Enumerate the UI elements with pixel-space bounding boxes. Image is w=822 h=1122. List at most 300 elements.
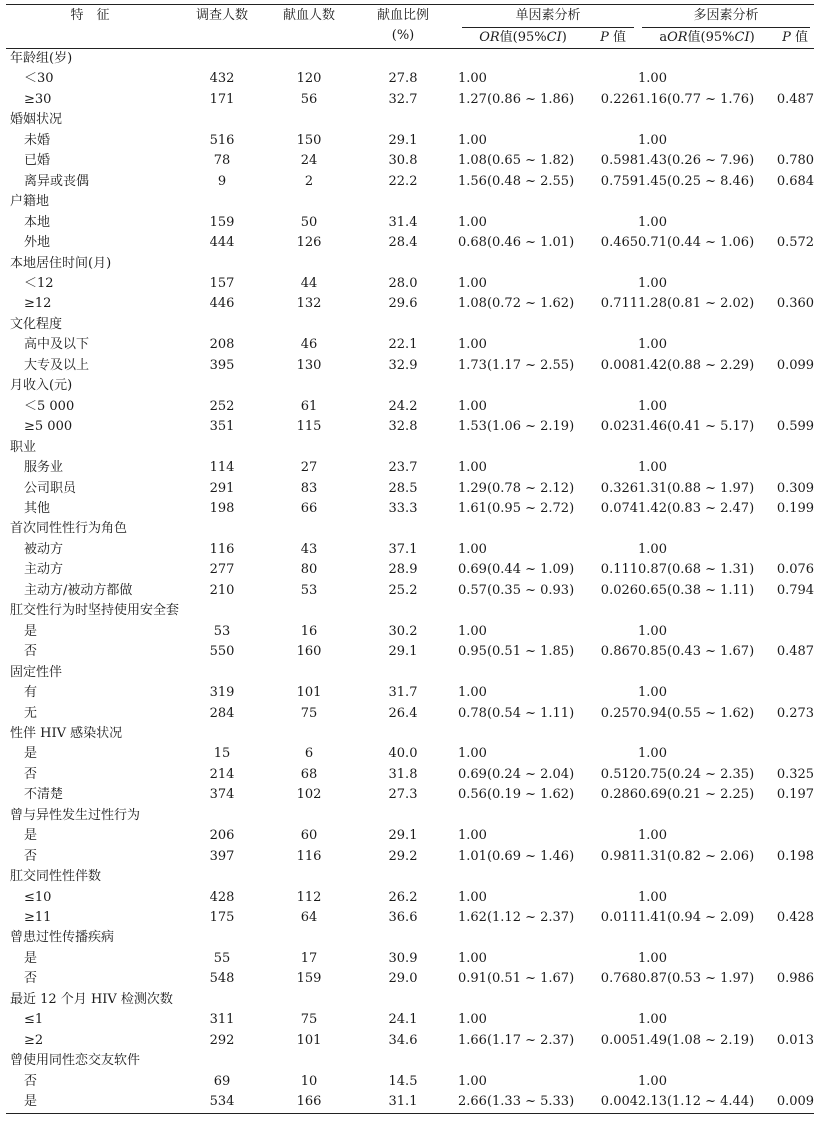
cell-surveyed: 395 <box>209 357 235 373</box>
cell-donated: 101 <box>296 685 322 701</box>
cell-p: 0.326 <box>600 480 639 496</box>
group-label: 肛交性行为时坚持使用安全套 <box>10 603 180 619</box>
cell-aor-ci: 0.69(0.21 ~ 2.25) <box>638 787 755 803</box>
table-row <box>6 1092 814 1113</box>
cell-p <box>588 683 638 703</box>
table-row <box>6 1010 814 1030</box>
cell-p <box>588 540 638 560</box>
cell-ap <box>776 826 814 846</box>
cell-ratio: 29.2 <box>388 848 418 864</box>
cell-aor-ci: 2.13(1.12 ~ 4.44) <box>638 1094 755 1110</box>
cell-ap <box>776 69 814 89</box>
cell-p <box>588 274 638 294</box>
level-label: 大专及以上 <box>24 357 90 373</box>
level-label: ≤1 <box>24 1012 44 1028</box>
cell-surveyed: 252 <box>209 398 235 414</box>
cell-ratio: 22.1 <box>388 337 418 353</box>
cell-ap <box>776 949 814 969</box>
cell-aor-ci: 1.00 <box>638 541 667 557</box>
cell-ratio: 28.0 <box>388 275 418 291</box>
header-ap: P 值 <box>776 28 814 49</box>
cell-p: 0.759 <box>600 173 639 189</box>
table-group-row <box>6 110 814 130</box>
level-label: ≤10 <box>24 889 52 905</box>
level-label: 是 <box>24 828 38 844</box>
cell-or-ci: 1.00 <box>458 71 487 87</box>
level-label: 是 <box>24 950 38 966</box>
level-label: 否 <box>24 1073 38 1089</box>
group-label: 肛交同性性伴数 <box>10 869 102 885</box>
cell-donated: 56 <box>300 91 318 107</box>
table-row <box>6 356 814 376</box>
cell-p <box>588 888 638 908</box>
cell-ap: 0.599 <box>776 419 815 435</box>
cell-or-ci: 1.00 <box>458 541 487 557</box>
cell-ap: 0.009 <box>776 1094 815 1110</box>
level-label: 未婚 <box>24 132 51 148</box>
cell-or-ci: 1.08(0.65 ~ 1.82) <box>458 153 575 169</box>
cell-ap: 0.780 <box>776 153 815 169</box>
cell-or-ci: 1.00 <box>458 950 487 966</box>
cell-ratio: 31.1 <box>388 1094 418 1110</box>
header-surveyed: 调查人数 <box>174 5 270 49</box>
table-group-row <box>6 867 814 887</box>
table-row <box>6 622 814 642</box>
cell-or-ci: 1.00 <box>458 746 487 762</box>
cell-ratio: 32.9 <box>388 357 418 373</box>
cell-or-ci: 0.68(0.46 ~ 1.01) <box>458 235 575 251</box>
cell-or-ci: 1.00 <box>458 132 487 148</box>
table-row <box>6 642 814 662</box>
table-row <box>6 847 814 867</box>
cell-aor-ci: 1.00 <box>638 398 667 414</box>
cell-p <box>588 1010 638 1030</box>
cell-ratio: 32.7 <box>388 91 418 107</box>
cell-aor-ci: 1.00 <box>638 1073 667 1089</box>
cell-aor-ci: 1.42(0.83 ~ 2.47) <box>638 500 755 516</box>
cell-or-ci: 0.91(0.51 ~ 1.67) <box>458 971 575 987</box>
cell-donated: 50 <box>300 214 318 230</box>
cell-ratio: 22.2 <box>388 173 418 189</box>
cell-ap: 0.273 <box>776 705 815 721</box>
cell-aor-ci: 1.00 <box>638 1012 667 1028</box>
cell-or-ci: 1.66(1.17 ~ 2.37) <box>458 1032 575 1048</box>
cell-donated: 44 <box>300 275 318 291</box>
cell-aor-ci: 1.00 <box>638 828 667 844</box>
table-group-row <box>6 49 814 70</box>
table-group-row <box>6 663 814 683</box>
table-group-row <box>6 192 814 212</box>
cell-surveyed: 206 <box>209 828 235 844</box>
cell-ratio: 27.3 <box>388 787 418 803</box>
cell-ap: 0.572 <box>776 235 815 251</box>
cell-ratio: 30.9 <box>388 950 418 966</box>
cell-aor-ci: 1.31(0.82 ~ 2.06) <box>638 848 755 864</box>
level-label: ＜5 000 <box>24 398 75 414</box>
cell-ap: 0.199 <box>776 500 815 516</box>
level-label: 主动方/被动方都做 <box>24 582 133 598</box>
cell-donated: 46 <box>300 337 318 353</box>
cell-aor-ci: 0.85(0.43 ~ 1.67) <box>638 644 755 660</box>
cell-surveyed: 284 <box>209 705 235 721</box>
cell-donated: 101 <box>296 1032 322 1048</box>
table-row <box>6 458 814 478</box>
cell-ratio: 33.3 <box>388 500 418 516</box>
cell-donated: 75 <box>300 1012 318 1028</box>
level-label: 本地 <box>24 214 51 230</box>
cell-donated: 2 <box>304 173 314 189</box>
cell-or-ci: 1.56(0.48 ~ 2.55) <box>458 173 575 189</box>
cell-surveyed: 9 <box>217 173 227 189</box>
cell-ratio: 29.1 <box>388 644 418 660</box>
cell-or-ci: 1.00 <box>458 398 487 414</box>
group-label: 月收入(元) <box>10 378 73 394</box>
header-ratio <box>348 5 458 49</box>
table-row <box>6 397 814 417</box>
cell-surveyed: 53 <box>213 623 231 639</box>
table-row <box>6 969 814 989</box>
cell-p <box>588 458 638 478</box>
cell-or-ci: 1.00 <box>458 1073 487 1089</box>
cell-ratio: 29.1 <box>388 828 418 844</box>
cell-ap: 0.309 <box>776 480 815 496</box>
level-label: 有 <box>24 685 38 701</box>
table-row <box>6 335 814 355</box>
cell-ratio: 27.8 <box>388 71 418 87</box>
cell-ap: 0.428 <box>776 910 815 926</box>
level-label: 已婚 <box>24 153 51 169</box>
cell-donated: 17 <box>300 950 318 966</box>
group-label: 职业 <box>10 439 37 455</box>
cell-surveyed: 550 <box>209 644 235 660</box>
cell-or-ci: 1.00 <box>458 275 487 291</box>
cell-surveyed: 432 <box>209 71 235 87</box>
level-label: ≥30 <box>24 91 52 107</box>
cell-surveyed: 534 <box>209 1094 235 1110</box>
cell-donated: 115 <box>296 419 322 435</box>
cell-donated: 75 <box>300 705 318 721</box>
level-label: 否 <box>24 766 38 782</box>
cell-or-ci: 1.00 <box>458 1012 487 1028</box>
cell-surveyed: 78 <box>213 153 231 169</box>
cell-ap <box>776 1072 814 1092</box>
cell-donated: 60 <box>300 828 318 844</box>
cell-or-ci: 1.00 <box>458 685 487 701</box>
group-label: 曾与异性发生过性行为 <box>10 807 141 823</box>
cell-ratio: 32.8 <box>388 419 418 435</box>
cell-aor-ci: 0.65(0.38 ~ 1.11) <box>638 582 755 598</box>
cell-aor-ci: 0.87(0.68 ~ 1.31) <box>638 562 755 578</box>
cell-p <box>588 397 638 417</box>
table-group-row <box>6 376 814 396</box>
cell-donated: 160 <box>296 644 322 660</box>
table-row <box>6 1031 814 1051</box>
table-row <box>6 704 814 724</box>
level-label: 是 <box>24 746 38 762</box>
cell-p <box>588 826 638 846</box>
group-label: 文化程度 <box>10 316 63 332</box>
cell-ratio: 30.2 <box>388 623 418 639</box>
cell-ratio: 37.1 <box>388 541 418 557</box>
cell-ratio: 29.6 <box>388 296 418 312</box>
group-label: 本地居住时间(月) <box>10 255 112 271</box>
cell-donated: 43 <box>300 541 318 557</box>
cell-ratio: 31.7 <box>388 685 418 701</box>
table-body <box>6 49 814 1114</box>
cell-ratio: 28.5 <box>388 480 418 496</box>
table-group-row <box>6 438 814 458</box>
table-row <box>6 581 814 601</box>
cell-p: 0.004 <box>600 1094 639 1110</box>
cell-aor-ci: 1.31(0.88 ~ 1.97) <box>638 480 755 496</box>
cell-aor-ci: 1.00 <box>638 337 667 353</box>
cell-ap: 0.076 <box>776 562 815 578</box>
cell-p: 0.111 <box>600 562 639 578</box>
cell-ap: 0.325 <box>776 766 815 782</box>
cell-or-ci: 0.56(0.19 ~ 1.62) <box>458 787 575 803</box>
table-group-row <box>6 519 814 539</box>
cell-ratio: 25.2 <box>388 582 418 598</box>
level-label: 公司职员 <box>24 480 77 496</box>
table-row <box>6 151 814 171</box>
table-row <box>6 274 814 294</box>
cell-p: 0.286 <box>600 787 639 803</box>
level-label: ≥12 <box>24 296 52 312</box>
cell-ap <box>776 335 814 355</box>
cell-or-ci: 1.27(0.86 ~ 1.86) <box>458 91 575 107</box>
cell-p: 0.512 <box>600 766 639 782</box>
table-row <box>6 785 814 805</box>
table-row <box>6 908 814 928</box>
cell-ap <box>776 274 814 294</box>
cell-surveyed: 351 <box>209 419 235 435</box>
cell-surveyed: 157 <box>209 275 235 291</box>
cell-ap: 0.986 <box>776 971 815 987</box>
level-label: ＜30 <box>24 71 54 87</box>
cell-donated: 116 <box>296 848 322 864</box>
cell-or-ci: 1.00 <box>458 337 487 353</box>
cell-p <box>588 622 638 642</box>
cell-surveyed: 55 <box>213 950 231 966</box>
cell-ap <box>776 540 814 560</box>
cell-donated: 150 <box>296 132 322 148</box>
level-label: ＜12 <box>24 275 54 291</box>
cell-p <box>588 213 638 233</box>
cell-surveyed: 311 <box>209 1012 235 1028</box>
cell-ap <box>776 213 814 233</box>
cell-ap: 0.487 <box>776 644 815 660</box>
header-p: P 值 <box>588 28 638 49</box>
level-label: 主动方 <box>24 562 64 578</box>
level-label: 其他 <box>24 500 51 516</box>
cell-p: 0.867 <box>600 644 639 660</box>
cell-p: 0.226 <box>600 91 639 107</box>
cell-ratio: 26.4 <box>388 705 418 721</box>
cell-donated: 83 <box>300 480 318 496</box>
cell-aor-ci: 1.00 <box>638 460 667 476</box>
cell-p: 0.011 <box>600 910 639 926</box>
cell-p <box>588 1072 638 1092</box>
cell-ap: 0.794 <box>776 582 815 598</box>
header-ratio-line1: 献血比例 <box>376 8 429 23</box>
level-label: 外地 <box>24 235 51 251</box>
cell-ratio: 31.8 <box>388 766 418 782</box>
header-or-ci: OR值(95%CI) <box>458 28 588 49</box>
table-row <box>6 499 814 519</box>
cell-or-ci: 0.95(0.51 ~ 1.85) <box>458 644 575 660</box>
cell-surveyed: 175 <box>209 910 235 926</box>
cell-p: 0.008 <box>600 357 639 373</box>
cell-ratio: 34.6 <box>388 1032 418 1048</box>
cell-or-ci: 0.57(0.35 ~ 0.93) <box>458 582 575 598</box>
cell-surveyed: 210 <box>209 582 235 598</box>
cell-donated: 120 <box>296 71 322 87</box>
cell-p: 0.981 <box>600 848 639 864</box>
cell-donated: 53 <box>300 582 318 598</box>
table-row <box>6 69 814 89</box>
table-row <box>6 172 814 192</box>
group-label: 曾患过性传播疾病 <box>10 930 115 946</box>
cell-or-ci: 1.00 <box>458 214 487 230</box>
table-group-row <box>6 254 814 274</box>
cell-ratio: 14.5 <box>388 1073 418 1089</box>
statistics-table <box>6 4 814 1114</box>
table-group-row <box>6 806 814 826</box>
cell-p: 0.026 <box>600 582 639 598</box>
table-row <box>6 949 814 969</box>
cell-or-ci: 1.73(1.17 ~ 2.55) <box>458 357 575 373</box>
cell-ratio: 24.2 <box>388 398 418 414</box>
cell-p: 0.465 <box>600 235 639 251</box>
table-row <box>6 744 814 764</box>
table-group-row <box>6 315 814 335</box>
cell-aor-ci: 1.43(0.26 ~ 7.96) <box>638 153 755 169</box>
cell-aor-ci: 1.00 <box>638 623 667 639</box>
cell-ratio: 29.0 <box>388 971 418 987</box>
cell-or-ci: 1.29(0.78 ~ 2.12) <box>458 480 575 496</box>
cell-p <box>588 69 638 89</box>
cell-donated: 166 <box>296 1094 322 1110</box>
cell-donated: 10 <box>300 1073 318 1089</box>
cell-ap: 0.360 <box>776 296 815 312</box>
cell-aor-ci: 1.00 <box>638 275 667 291</box>
cell-donated: 24 <box>300 153 318 169</box>
cell-donated: 68 <box>300 766 318 782</box>
cell-donated: 64 <box>300 910 318 926</box>
header-feature: 特 征 <box>6 5 174 49</box>
cell-or-ci: 0.69(0.24 ~ 2.04) <box>458 766 575 782</box>
level-label: 被动方 <box>24 541 64 557</box>
cell-surveyed: 277 <box>209 562 235 578</box>
cell-surveyed: 397 <box>209 848 235 864</box>
cell-aor-ci: 1.00 <box>638 950 667 966</box>
table-row <box>6 417 814 437</box>
cell-p <box>588 949 638 969</box>
level-label: 离异或丧偶 <box>24 173 90 189</box>
cell-or-ci: 1.00 <box>458 828 487 844</box>
cell-surveyed: 171 <box>209 91 235 107</box>
cell-aor-ci: 0.94(0.55 ~ 1.62) <box>638 705 755 721</box>
cell-p: 0.074 <box>600 500 639 516</box>
cell-surveyed: 116 <box>209 541 235 557</box>
cell-ap <box>776 744 814 764</box>
cell-p <box>588 744 638 764</box>
cell-aor-ci: 0.75(0.24 ~ 2.35) <box>638 766 755 782</box>
cell-ratio: 28.9 <box>388 562 418 578</box>
cell-ratio: 36.6 <box>388 910 418 926</box>
table-row <box>6 560 814 580</box>
table-header <box>6 5 814 49</box>
level-label: 是 <box>24 1094 38 1110</box>
cell-surveyed: 69 <box>213 1073 231 1089</box>
cell-p <box>588 335 638 355</box>
cell-or-ci: 1.62(1.12 ~ 2.37) <box>458 910 575 926</box>
level-label: 高中及以下 <box>24 337 90 353</box>
cell-or-ci: 1.00 <box>458 623 487 639</box>
table-row <box>6 683 814 703</box>
level-label: 服务业 <box>24 460 64 476</box>
cell-surveyed: 428 <box>209 889 235 905</box>
cell-ratio: 23.7 <box>388 460 418 476</box>
cell-ap <box>776 888 814 908</box>
cell-surveyed: 446 <box>209 296 235 312</box>
group-label: 户籍地 <box>10 194 50 210</box>
table-row <box>6 826 814 846</box>
cell-ratio: 29.1 <box>388 132 418 148</box>
cell-ratio: 40.0 <box>388 746 418 762</box>
group-label: 首次同性性行为角色 <box>10 521 128 537</box>
cell-donated: 6 <box>304 746 314 762</box>
table-group-row <box>6 724 814 744</box>
table-row <box>6 540 814 560</box>
cell-surveyed: 374 <box>209 787 235 803</box>
cell-ratio: 24.1 <box>388 1012 418 1028</box>
cell-ap: 0.487 <box>776 91 815 107</box>
cell-p: 0.023 <box>600 419 639 435</box>
cell-donated: 66 <box>300 500 318 516</box>
cell-ratio: 28.4 <box>388 235 418 251</box>
cell-aor-ci: 1.28(0.81 ~ 2.02) <box>638 296 755 312</box>
cell-ap <box>776 131 814 151</box>
cell-donated: 80 <box>300 562 318 578</box>
cell-or-ci: 2.66(1.33 ~ 5.33) <box>458 1094 575 1110</box>
group-label: 性伴 HIV 感染状况 <box>10 725 123 741</box>
cell-aor-ci: 0.71(0.44 ~ 1.06) <box>638 235 755 251</box>
cell-surveyed: 292 <box>209 1032 235 1048</box>
cell-or-ci: 1.00 <box>458 460 487 476</box>
cell-donated: 130 <box>296 357 322 373</box>
cell-aor-ci: 1.00 <box>638 71 667 87</box>
header-aor-ci: aOR值(95%CI) <box>638 28 776 49</box>
cell-ap: 0.099 <box>776 357 815 373</box>
cell-ratio: 26.2 <box>388 889 418 905</box>
cell-p: 0.005 <box>600 1032 639 1048</box>
table-row <box>6 765 814 785</box>
level-label: ≥2 <box>24 1032 44 1048</box>
cell-ap: 0.684 <box>776 173 815 189</box>
cell-donated: 112 <box>296 889 322 905</box>
cell-donated: 61 <box>300 398 318 414</box>
level-label: ≥11 <box>24 910 52 926</box>
cell-surveyed: 114 <box>209 460 235 476</box>
group-label: 年龄组(岁) <box>10 51 73 66</box>
cell-or-ci: 0.78(0.54 ~ 1.11) <box>458 705 575 721</box>
cell-ap <box>776 622 814 642</box>
table-group-row <box>6 990 814 1010</box>
level-label: 否 <box>24 644 38 660</box>
cell-or-ci: 0.69(0.44 ~ 1.09) <box>458 562 575 578</box>
level-label: 否 <box>24 848 38 864</box>
